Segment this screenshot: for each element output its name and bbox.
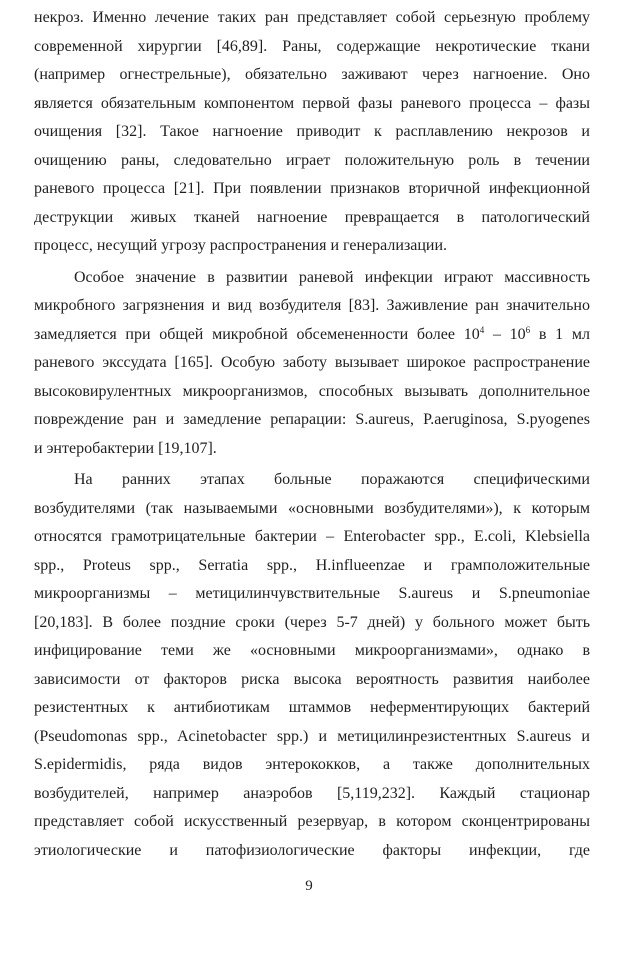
text-line: очищению раны, следовательно играет положительную роль в течении [34,151,590,169]
text-line: микробного загрязнения и вид возбудителя [83]. Заживление ран значительно [34,297,590,314]
text-line: является обязательным компонентом первой фазы раневого процесса – фазы [34,94,590,112]
text-line: S.epidermidis, ряда видов энтерококков, а также дополнительных [34,756,590,773]
text-line: инфицирование теми же «основными микроорганизмами», однако в [34,642,590,659]
text-line: процесс, несущий угрозу распространения и генерализации. [34,237,448,254]
paragraph [34,264,590,464]
text-line: возбудителями (так называемыми «основными возбудителями»), к которым [34,499,590,517]
paragraph [34,4,590,261]
text-fragment: – 10 [484,325,526,343]
text-line: резистентных к антибиотикам штаммов неферментирующих бактерий [34,699,590,716]
text-fragment: замедляется при общей микробной обсемененности более 10 [34,325,480,343]
text-line: микроорганизмы – метицилинчувствительные S.aureus и S.pneumoniae [34,585,590,602]
text-line: современной хирургии [46,89]. Раны, содержащие некротические ткани [34,37,590,55]
text-line: раневого процесса [21]. При появлении признаков вторичной инфекционной [34,180,590,197]
text-line: деструкции живых тканей нагноение превращается в патологический [34,208,590,226]
text-line: представляет собой искусственный резервуар, в котором сконцентрированы [34,813,590,830]
superscript-exponent: 6 [525,324,531,335]
paragraph [34,466,590,865]
document-body [34,4,590,865]
text-line [34,321,590,350]
text-fragment: в 1 мл [530,325,590,343]
text-line: Особое значение в развитии раневой инфекции играют массивность [74,268,590,286]
text-line: высоковирулентных микроорганизмов, способных вызывать дополнительное [34,382,590,400]
text-line: очищения [32]. Такое нагноение приводит к расплавлению некрозов и [34,123,590,140]
text-line: некроз. Именно лечение таких ран представляет собой серьезную проблему [34,9,590,26]
text-line: [20,183]. В более поздние сроки (через 5-7 дней) у больного может быть [34,613,590,631]
text-line: spp., Proteus spp., Serratia spp., H.influeenzae и грамположительные [34,556,590,574]
text-line: возбудителей, например анаэробов [5,119,232]. Каждый стационар [34,784,590,802]
text-line: (Pseudomonas spp., Acinetobacter spp.) и метицилинрезистентных S.aureus и [34,727,590,745]
text-line: (например огнестрельные), обязательно заживают через нагноение. Оно [34,66,590,83]
text-line: этиологические и патофизиологические факторы инфекции, где [34,841,590,859]
text-line: повреждение ран и замедление репарации: S.aureus, P.aeruginosa, S.pyogenes [34,411,590,428]
text-line: На ранних этапах больные поражаются специфическими [74,471,590,488]
text-line: раневого экссудата [165]. Особую заботу вызывает широкое распространение [34,354,590,371]
page-number: 9 [305,878,313,894]
superscript-exponent: 4 [479,324,485,335]
text-line: и энтеробактерии [19,107]. [34,439,217,457]
text-line: зависимости от факторов риска высока вероятность развития наиболее [34,670,590,688]
text-line: относятся грамотрицательные бактерии – Enterobacter spp., E.coli, Klebsiella [34,528,590,545]
